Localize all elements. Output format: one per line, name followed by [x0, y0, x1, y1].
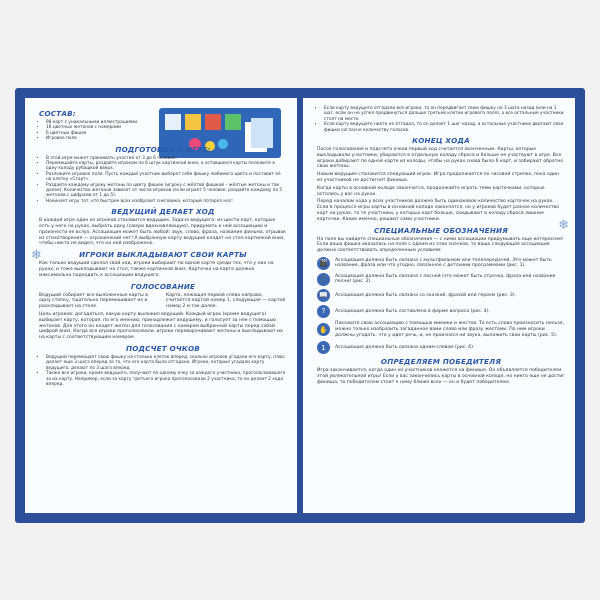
- symbol-row: [317, 341, 565, 354]
- symbol-text: Ассоциация должна быть связана с мультфильмом или телепередачей. Это может быть название, фраза или что угодно, связанное с детскими программами (рис. 1).: [335, 257, 552, 269]
- lead-title: ВЕДУЩИЙ ДЕЛАЕТ ХОД: [111, 207, 215, 217]
- music-icon: 🎵: [317, 273, 330, 286]
- composition-list: [39, 120, 287, 142]
- end-text: Новым ведущим становится следующий игрок. Игра продолжается по часовой стрелке, пока один из участников не достигнет финиша.: [317, 172, 560, 184]
- prep-list: [39, 156, 287, 205]
- vote-text-b: Карта, лежащая первой слева направо, считается картой номер 1, следующая — картой номер 2 и так далее.: [166, 292, 286, 310]
- right-top-list: [317, 106, 565, 133]
- list-item: • Также все игроки, кроме ведущего, получают по одному очку за каждого участника, проголосовавшего за их карту. Например, если за карту третьего игрока проголосовали 2 участника, то он делает 2 хода вперед.: [46, 371, 287, 387]
- lead-text: В каждой игре один из игроков становится ведущим. Задача ведущего: из шести карт, которые есть у него на руках, выбрать одну (самую вдохновляющую), придумать к ней ассоциацию и произнести ее вслух. Ассоциация может быть любой: звук, слово, фраза, название фильма, отрывок из стихотворения — ограничений нет! А выбранную карту ведущий кладет на стол картинкой вниз, чтобы никто не видел, что на ней изображено.: [39, 218, 286, 247]
- symbol-row: [317, 305, 565, 318]
- symbol-text: Ассоциация должна быть составлена в форме вопроса (рис. 4).: [335, 308, 490, 314]
- symbol-row: [317, 257, 565, 270]
- symbol-row: [317, 273, 565, 286]
- winner-text: Игра заканчивается, когда один из участников окажется на финише. Он объявляется победителем этой увлекательной игры! Если у вас закончились карты в основной колоде, но никто еще не достиг финиша, то победителем стоит к нему ближе всех — он и будет победителем.: [317, 368, 565, 385]
- symbol-row: [317, 289, 565, 302]
- list-item: • Если карту ведущего никто не отгадал, то он делает 1 шаг назад, а остальные участники двигают свои фишки согласно количеству голосов.: [324, 122, 565, 133]
- list-item: • 98 карт с уникальными иллюстрациями: [46, 120, 287, 125]
- score-title: ПОДСЧЕТ ОЧКОВ: [126, 344, 200, 354]
- goal-text: Цель игроков: догадаться, какую карту выложил ведущий. Каждый игрок (кроме ведущего) выбирает карту, которая, по его мнению, принадлежит ведущему, и голосует за нее с помощью жетонов. Для этого он кладет жетон для голосования с номером выбранной карты перед собой цифрой вниз. Когда все игроки проголосовали, игроки переворачивают жетоны и выкладывают их на карты с соответствующим номером.: [39, 312, 283, 341]
- hand-icon: ✋: [317, 323, 330, 336]
- left-page: [25, 98, 297, 513]
- composition-title: СОСТАВ:: [39, 109, 76, 118]
- list-item: • Игровое поле: [46, 136, 287, 141]
- symbol-text: Покажите свою ассоциацию с помощью мимики и жестов. То есть слова произносить нельзя, можно только изобразить загаданное вами слово или фразу жестами. По ним игроки должны угадать, что у идет речь, и, не произнося ни звука, выложить свои карты (рис. 5).: [335, 320, 564, 338]
- end-text: После голосования и подсчета очков первый ход считается оконченным. Карты, которые выкладывали участники, убираются в отдельную колоду сброса и больше не участвуют в игре. Все игроки добирают по одной карте из колоды, чтобы на руках снова было 6 карт, и забирают обратно свои жетоны.: [317, 147, 564, 170]
- list-item: • Раздайте каждому игроку жетоны по цвету фишек (игроку с жёлтой фишкой – жёлтые жетоны и так далее). Количество жетонов зависит от числа игроков (если играет 5 человек, раздайте каждому по 5 жетонов с цифрами от 1 до 5).: [46, 183, 287, 199]
- end-text: Когда карты в основной колоде закончатся, продолжайте играть теми карточками, которые остались у вас на руках.: [317, 185, 545, 197]
- booklet-cover: [15, 88, 585, 523]
- list-item: • 6 цветных фишек: [46, 131, 287, 136]
- players-text: Как только ведущий сделал свой ход, игроки выбирают по одной карте среди тех, что у них на руках, и тоже выкладывают на стол, также картинкой вниз. Карточка на карте должна максимально подходить к ассоциации ведущего.: [39, 261, 274, 278]
- symbol-text: Ассоциация должна быть связана с песней (это может быть строчка, фраза или название песни) (рис. 2).: [335, 273, 556, 285]
- special-title: СПЕЦИАЛЬНЫЕ ОБОЗНАЧЕНИЯ: [373, 225, 509, 235]
- list-item: • В этой игре может принимать участие от 3 до 6 человек.: [46, 156, 287, 161]
- snowflake-icon: ❄: [31, 248, 42, 263]
- snowflake-icon: ❄: [558, 218, 569, 233]
- list-item: • Разложите игровое поле. Пусть каждый участник выберет себе фишку любимого цвета и поставит её на клетку «Старт».: [46, 172, 287, 183]
- symbol-text: Ассоциация должна быть связана одним словом (рис. 6).: [335, 344, 475, 350]
- list-item: • Ведущий перемещает свою фишку на столько клеток вперед, сколько игроков угадали его карту, плюс делает еще 3 шага вперед за то, что его карта была отгадана. Игроки, которые угадали карту ведущего, делают по 3 шага вперед.: [46, 355, 287, 371]
- list-item: • Если карту ведущего отгадали все игроки, то он передвигает свою фишку на 3 шага назад (или на 1 шаг, если он не успел продвинуться дальше третьей клетки игрового поля), а все остальные участники стоят на месте.: [324, 106, 565, 122]
- end-title: КОНЕЦ ХОДА: [412, 136, 470, 146]
- prep-title: ПОДГОТОВКА К ИГРЕ:: [115, 144, 211, 154]
- movie-icon: 🎬: [317, 257, 330, 270]
- list-item: • Перемешайте карты, раздайте игрокам по 6 штук картинкой вниз, а оставшиеся карты положите в одну колоду рубашкой вверх.: [46, 161, 287, 172]
- vote-title: ГОЛОСОВАНИЕ: [130, 281, 196, 291]
- one-word-icon: 1: [317, 341, 330, 354]
- end-text: Перед началом хода у всех участников должно быть одинаковое количество карточек на руках. Если в процессе игры карты в основной колоде закончатся, но у игроков будет разное количество карт на руках, то те участники, у которых карт больше, скидывают в колоду сброса лишние карточки. Какие именно, решают сами участники.: [317, 199, 560, 222]
- book-icon: 📖: [317, 289, 330, 302]
- right-page: [303, 98, 575, 513]
- score-list: [39, 355, 287, 387]
- special-intro: На поле вы найдете специальные обозначения — с ними ассоциации придумывать еще интереснее! Если ваша фишка оказалась на поле с одним из этих значков, то ваша следующая ассоциация должна соответствовать определенным условиям:: [317, 236, 564, 254]
- symbol-row: [317, 321, 565, 338]
- winner-title: ОПРЕДЕЛЯЕМ ПОБЕДИТЕЛЯ: [380, 357, 502, 367]
- symbol-text: Ассоциация должна быть связана со сказкой, фразой или героем (рис. 3).: [335, 292, 517, 298]
- question-icon: ?: [317, 305, 330, 318]
- list-item: • 16 цветных жетонов с номерами: [46, 125, 287, 130]
- vote-text-a: Ведущий собирает все выложенные карты в одну стопку, тщательно перемешивает их и раскладывает на столе.: [39, 292, 148, 310]
- list-item: • Начинает игру тот, кто быстрее всех изобразит снеговика, который потерял нос!: [46, 199, 287, 204]
- players-title: ИГРОКИ ВЫКЛАДЫВАЮТ СВОИ КАРТЫ: [79, 250, 247, 260]
